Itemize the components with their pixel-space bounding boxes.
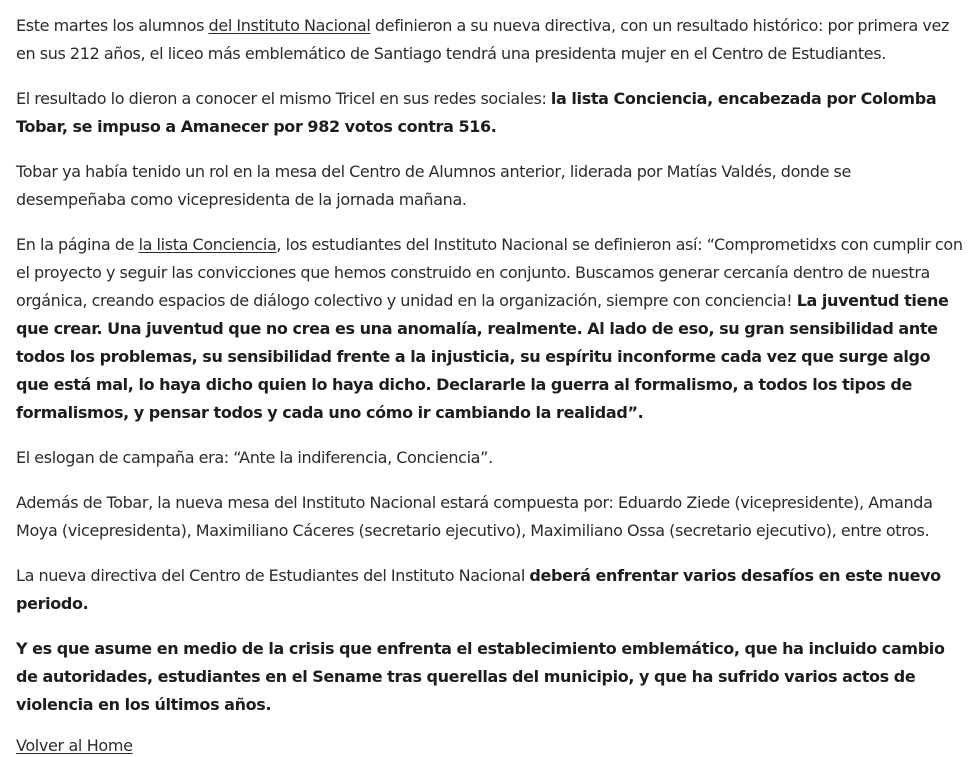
paragraph-slogan bbox=[16, 444, 964, 472]
paragraph-text: definieron a su nueva directiva, con un resultado histórico: por primera vez en sus 212 años, el liceo más emblemático de Santiago tendrá una presidenta mujer en el Centro de Estudiantes. bbox=[16, 16, 950, 63]
paragraph-text: Este martes los alumnos bbox=[16, 16, 209, 35]
paragraph-result bbox=[16, 85, 964, 141]
paragraph-tobar-role bbox=[16, 158, 964, 214]
paragraph-text: La nueva directiva del Centro de Estudiantes del Instituto Nacional bbox=[16, 566, 530, 585]
paragraph-text: Además de Tobar, la nueva mesa del Instituto Nacional estará compuesta por: Eduardo Ziede (vicepresidente), Amanda Moya (vicepresidenta), Maximiliano Cáceres (secretario ejecutivo), Maximiliano Ossa (secretario ejecutivo), entre otros. bbox=[16, 493, 933, 540]
paragraph-intro bbox=[16, 12, 964, 68]
paragraph-text: En la página de bbox=[16, 235, 139, 254]
paragraph-challenges bbox=[16, 562, 964, 618]
paragraph-text: Tobar ya había tenido un rol en la mesa del Centro de Alumnos anterior, liderada por Matías Valdés, donde se desempeñaba como vicepresidenta de la jornada mañana. bbox=[16, 162, 852, 209]
paragraph-text: El eslogan de campaña era: “Ante la indiferencia, Conciencia”. bbox=[16, 448, 493, 467]
paragraph-crisis bbox=[16, 635, 964, 719]
link-lista-conciencia[interactable]: la lista Conciencia bbox=[138, 235, 277, 254]
link-instituto-nacional[interactable]: del Instituto Nacional bbox=[208, 16, 371, 35]
article-body bbox=[0, 12, 974, 757]
bold-text: Y es que asume en medio de la crisis que enfrenta el establecimiento emblemático, que ha incluido cambio de autoridades, estudiantes en el Sename tras querellas del municipio, y que ha sufrido varios actos de violencia en los últimos años. bbox=[16, 639, 945, 714]
back-home-link[interactable]: Volver al Home bbox=[16, 736, 133, 755]
paragraph-quote bbox=[16, 231, 964, 427]
bold-text: deberá enfrentar varios desafíos en este nuevo periodo. bbox=[16, 566, 941, 613]
paragraph-text: , los estudiantes del Instituto Nacional se definieron así: “Comprometidxs con cumplir con el proyecto y seguir las convicciones que hemos construido en conjunto. Buscamos generar cercanía dentro de nuestra orgánica, creando espacios de diálogo colectivo y unidad en la organización, siempre con conciencia! bbox=[16, 235, 963, 310]
back-home-container bbox=[16, 735, 964, 757]
bold-text: La juventud tiene que crear. Una juventud que no crea es una anomalía, realmente. Al lado de eso, su gran sensibilidad ante todos los problemas, su sensibilidad frente a la injusticia, su espíritu inconforme cada vez que surge algo que está mal, lo haya dicho quien lo haya dicho. Declararle la guerra al formalismo, a todos los tipos de formalismos, y pensar todos y cada uno cómo ir cambiando la realidad”. bbox=[16, 291, 949, 422]
paragraph-text: El resultado lo dieron a conocer el mismo Tricel en sus redes sociales: bbox=[16, 89, 551, 108]
paragraph-new-board bbox=[16, 489, 964, 545]
bold-text: la lista Conciencia, encabezada por Colomba Tobar, se impuso a Amanecer por 982 votos contra 516. bbox=[16, 89, 937, 136]
